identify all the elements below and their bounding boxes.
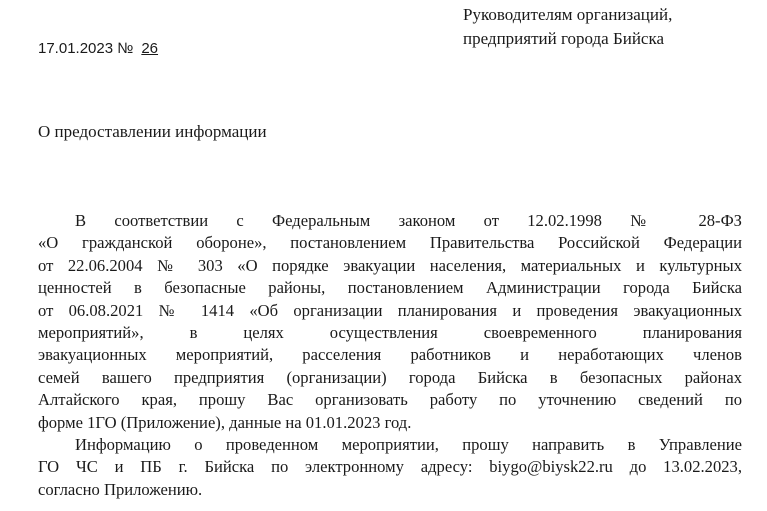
text-line: В соответствии с Федеральным законом от 12.02.1998 № 28-ФЗ bbox=[75, 211, 742, 230]
document-number: 26 bbox=[141, 40, 159, 57]
addressee-line: предприятий города Бийска bbox=[463, 29, 665, 48]
addressee-line: Руководителям организаций, bbox=[463, 5, 673, 24]
text-line: Информацию о проведенном мероприятии, прошу направить в Управление bbox=[75, 435, 742, 455]
paragraph-2 bbox=[38, 434, 742, 501]
text-line: эвакуационных мероприятий, расселения работников и неработающих членов bbox=[38, 345, 742, 365]
text-line: согласно Приложению. bbox=[38, 479, 203, 499]
text-line: от 06.08.2021 № 1414 «Об организации планирования и проведения эвакуационных bbox=[38, 300, 742, 320]
text-line: от 22.06.2004 № 303 «О порядке эвакуации населения, материальных и культурных bbox=[38, 255, 742, 275]
text-line: Алтайского края, прошу Вас организовать работу по уточнению сведений по bbox=[38, 390, 742, 410]
text-line: семей вашего предприятия (организации) города Бийска в безопасных районах bbox=[38, 367, 742, 387]
paragraph-1 bbox=[38, 210, 742, 434]
letter-body bbox=[38, 210, 742, 501]
text-line: ГО ЧС и ПБ г. Бийска по электронному адресу: biygo@biysk22.ru до 13.02.2023, bbox=[38, 457, 742, 477]
text-line: ценностей в безопасные районы, постановлением Администрации города Бийска bbox=[38, 278, 742, 298]
text-line: «О гражданской обороне», постановлением Правительства Российской Федерации bbox=[38, 233, 742, 253]
text-line: мероприятий», в целях осуществления своевременного планирования bbox=[38, 323, 742, 343]
document-date: 17.01.2023 № bbox=[38, 40, 134, 57]
document-subject: О предоставлении информации bbox=[38, 122, 267, 141]
document-date-number bbox=[38, 40, 158, 58]
addressee-block bbox=[463, 3, 672, 51]
text-line: форме 1ГО (Приложение), данные на 01.01.2023 год. bbox=[38, 412, 412, 432]
